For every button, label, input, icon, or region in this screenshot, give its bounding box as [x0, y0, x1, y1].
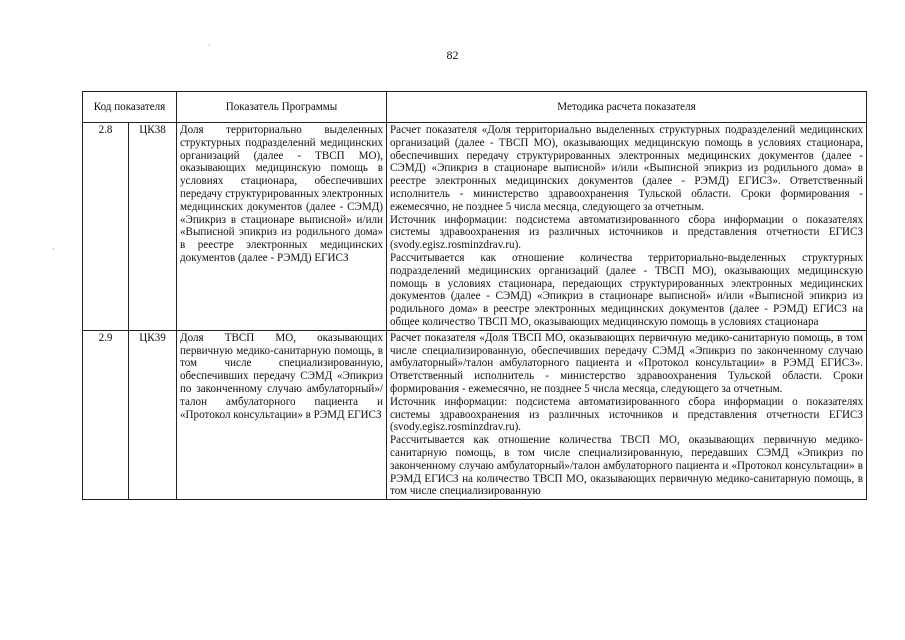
- row-number: 2.9: [83, 330, 129, 499]
- row-code: ЦК39: [129, 330, 177, 499]
- row-method: [387, 123, 867, 331]
- table-header-row: [83, 92, 867, 123]
- row-method: [387, 330, 867, 499]
- header-method: Методика расчета показателя: [387, 92, 867, 123]
- method-paragraph: Рассчитывается как отношение количества территориально-выделенных структурных подразделений медицинских организаций (далее - ТВСП МО), оказывающих медицинскую помощь в условиях стационара, передающих структурированных электронных медицинских документов (далее - СЭМД) «Эпикриз в стационаре выписной» и/или «Выписной эпикриз из родильного дома» в реестре электронных медицинских документов (далее - РЭМД) ЕГИСЗ на общее количество ТВСП МО, оказывающих медицинскую помощь в условиях стационара: [390, 251, 863, 328]
- table-row: [83, 123, 867, 331]
- indicators-table: [82, 91, 867, 500]
- page-number: 82: [446, 48, 459, 62]
- method-paragraph: Источник информации: подсистема автоматизированного сбора информации о показателях системы здравоохранения из различных источников и представления отчетности ЕГИСЗ (svody.egisz.rosminzdrav.ru).: [390, 395, 863, 434]
- method-paragraph: Расчет показателя «Доля ТВСП МО, оказывающих первичную медико-санитарную помощь, в том числе специализированную, обеспечивших передачу СЭМД «Эпикриз по законченному случаю амбулаторный»/талон амбулаторного пациента и «Протокол консультации» в РЭМД ЕГИСЗ». Ответственный исполнитель - министерство здравоохранения Тульской области. Сроки формирования - ежемесячно, не позднее 5 числа месяца, следующего за отчетным.: [390, 331, 863, 395]
- scan-dot: ·: [208, 41, 211, 50]
- table-row: [83, 330, 867, 499]
- method-paragraph: Рассчитывается как отношение количества ТВСП МО, оказывающих первичную медико-санитарную помощь, в том числе специализированную, передавших СЭМД «Эпикриз по законченному случаю амбулаторный»/талон амбулаторного пациента и «Протокол консультации» в РЭМД ЕГИСЗ на количество ТВСП МО, оказывающих первичную медико-санитарную помощь, в том числе специализированную: [390, 434, 863, 498]
- scan-dot: ·: [52, 245, 55, 254]
- row-indicator: Доля территориально выделенных структурных подразделений медицинских организаций (далее - ТВСП МО), оказывающих медицинскую помощь в условиях стационара, обеспечивших передачу структурированных электронных медицинских документов (далее - СЭМД) «Эпикриз в стационаре выписной» и/или «Выписной эпикриз из родильного дома» в реестре электронных медицинских документов (далее - РЭМД) ЕГИСЗ: [177, 123, 387, 331]
- header-code: Код показателя: [83, 92, 177, 123]
- row-number: 2.8: [83, 123, 129, 331]
- method-paragraph: Источник информации: подсистема автоматизированного сбора информации о показателях системы здравоохранения из различных источников и представления отчетности ЕГИСЗ (svody.egisz.rosminzdrav.ru).: [390, 213, 863, 252]
- row-code: ЦК38: [129, 123, 177, 331]
- header-indicator: Показатель Программы: [177, 92, 387, 123]
- row-indicator: Доля ТВСП МО, оказывающих первичную медико-санитарную помощь, в том числе специализированную, обеспечивших передачу СЭМД «Эпикриз по законченному случаю амбулаторный»/талон амбулаторного пациента и «Протокол консультации» в РЭМД ЕГИСЗ: [177, 330, 387, 499]
- method-paragraph: Расчет показателя «Доля территориально выделенных структурных подразделений медицинских организаций (далее - ТВСП МО), оказывающих медицинскую помощь в условиях стационара, обеспечивших передачу структурированных электронных медицинских документов (далее - СЭМД) «Эпикриз в стационаре выписной» и/или «Выписной эпикриз из родильного дома» в реестре электронных медицинских документов (далее - РЭМД) ЕГИСЗ». Ответственный исполнитель - министерство здравоохранения Тульской области. Сроки формирования - ежемесячно, не позднее 5 числа месяца, следующего за отчетным.: [390, 124, 863, 213]
